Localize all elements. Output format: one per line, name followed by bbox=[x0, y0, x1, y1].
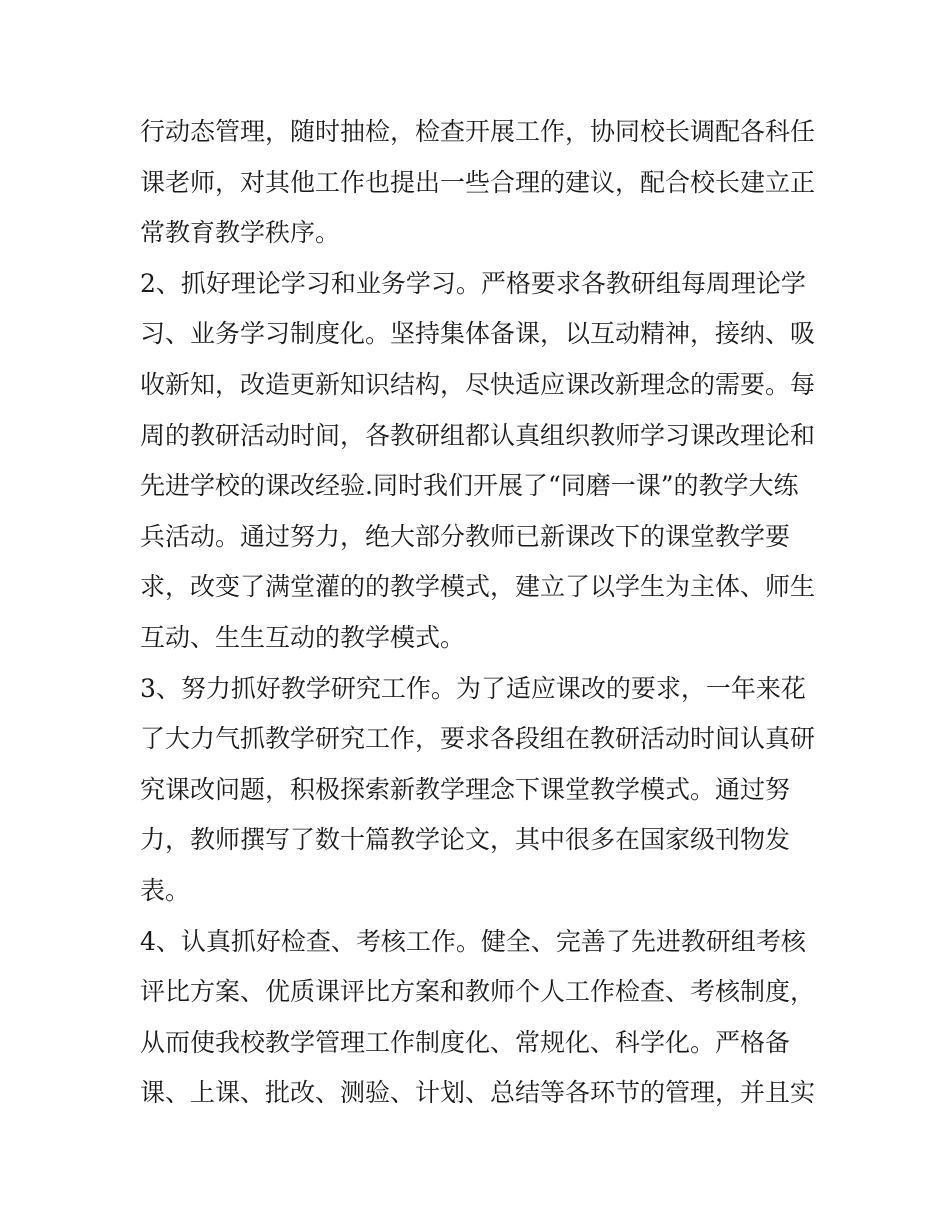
text-line: 力，教师撰写了数十篇教学论文，其中很多在国家级刊物发 bbox=[140, 825, 791, 855]
text-line: 2、抓好理论学习和业务学习。严格要求各教研组每周理论学 bbox=[140, 268, 806, 298]
text-line: 周的教研活动时间，各教研组都认真组织教师学习课改理论和 bbox=[140, 420, 816, 450]
text-line: 收新知，改造更新知识结构，尽快适应课改新理念的需要。每 bbox=[140, 369, 816, 399]
document-body bbox=[140, 107, 820, 1119]
text-line: 求，改变了满堂灌的的教学模式，建立了以学生为主体、师生 bbox=[140, 572, 816, 602]
text-line: 评比方案、优质课评比方案和教师个人工作检查、考核制度， bbox=[140, 977, 816, 1007]
text-line: 常教育教学秩序。 bbox=[140, 218, 341, 248]
text-line: 了大力气抓教学研究工作，要求各段组在教研活动时间认真研 bbox=[140, 724, 816, 754]
text-line: 课、上课、批改、测验、计划、总结等各环节的管理，并且实 bbox=[140, 1078, 816, 1108]
text-line: 4、认真抓好检查、考核工作。健全、完善了先进教研组考核 bbox=[140, 926, 806, 956]
text-line: 习、业务学习制度化。坚持集体备课，以互动精神，接纳、吸 bbox=[140, 319, 816, 349]
text-line: 先进学校的课改经验.同时我们开展了“同磨一课”的教学大练 bbox=[140, 471, 799, 501]
text-line: 互动、生生互动的教学模式。 bbox=[140, 622, 466, 652]
text-line: 行动态管理，随时抽检，检查开展工作，协同校长调配各科任 bbox=[140, 117, 816, 146]
text-line: 课老师，对其他工作也提出一些合理的建议，配合校长建立正 bbox=[140, 167, 816, 197]
text-line: 兵活动。通过努力，绝大部分教师已新课改下的课堂教学要 bbox=[140, 521, 791, 551]
text-line: 表。 bbox=[140, 875, 191, 905]
text-line: 从而使我校教学管理工作制度化、常规化、科学化。严格备 bbox=[140, 1027, 791, 1057]
text-line: 3、努力抓好教学研究工作。为了适应课改的要求，一年来花 bbox=[140, 673, 806, 703]
text-line: 究课改问题，积极探索新教学理念下课堂教学模式。通过努 bbox=[140, 774, 791, 804]
